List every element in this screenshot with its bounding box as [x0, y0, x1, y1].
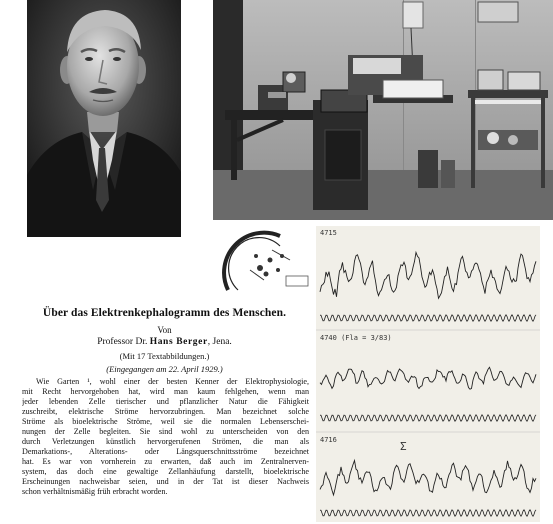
article-author	[22, 337, 307, 347]
article-von: Von	[157, 325, 172, 335]
body-line: Wie Garten ¹, wohl einer der besten Kenner der Elektrophysiologie,	[36, 377, 309, 386]
article-title: Über das Elektrenkephalogramm des Menschen.	[42, 307, 287, 319]
eeg-label-3: 4716	[320, 436, 337, 444]
body-line: Erscheinungen nachweisbar seien, und in der Tat ist dieser Nachweis	[22, 477, 309, 486]
article-figures-note: (Mit 17 Textabbildungen.)	[119, 351, 210, 361]
eeg-recordings	[316, 226, 540, 522]
portrait-illustration	[27, 0, 181, 237]
laboratory-illustration	[213, 0, 553, 220]
body-line: zuschreibt, elektrische Ströme hervorzubringen. Man bezeichnet solche	[22, 407, 309, 416]
body-line: durch Verletzungen künstlich hervorgerufenen Strömen, die man als	[22, 437, 309, 446]
eeg-traces	[316, 226, 540, 522]
body-line: Ströme als bioelektrische Ströme, weil sie die normalen Lebenserschei-	[22, 417, 309, 426]
eeg-label-2: 4740 (Fla = 3/83)	[320, 334, 392, 342]
body-line: schon verhältnismäßig früh erbracht worden.	[22, 487, 168, 496]
eeg-symbol: Σ	[400, 440, 407, 453]
author-prefix: Professor Dr.	[97, 337, 148, 347]
author-suffix: , Jena.	[207, 337, 232, 347]
body-line: mit Recht hervorgehoben hat, wird man kaum fehlgehen, wenn man	[22, 387, 309, 396]
author-name: Hans Berger	[149, 337, 208, 347]
body-line: hat. Es war von vornherein zu erwarten, daß auch im Zentralnerven-	[22, 457, 309, 466]
eeg-label-1: 4715	[320, 229, 337, 237]
body-line: system, das doch eine gewaltige Zellanhäufung darstellt, bioelektrische	[22, 467, 309, 476]
journal-article	[22, 300, 312, 524]
body-line: Demarkations-, Alterations- oder Längsquerschnittsströme bezeichnet	[22, 447, 309, 456]
portrait-photo	[27, 0, 181, 237]
article-body	[22, 377, 309, 497]
body-line: jeder lebenden Zelle tierischer und pflanzlicher Natur die Fähigkeit	[22, 397, 309, 406]
body-line: nungen der Zelle begleiten. Sie sind wohl zu unterscheiden von den	[22, 427, 309, 436]
article-received-date: (Eingegangen am 22. April 1929.)	[106, 364, 223, 374]
library-stamp	[220, 230, 310, 300]
stamp-mark	[220, 230, 310, 300]
laboratory-photo	[213, 0, 553, 220]
